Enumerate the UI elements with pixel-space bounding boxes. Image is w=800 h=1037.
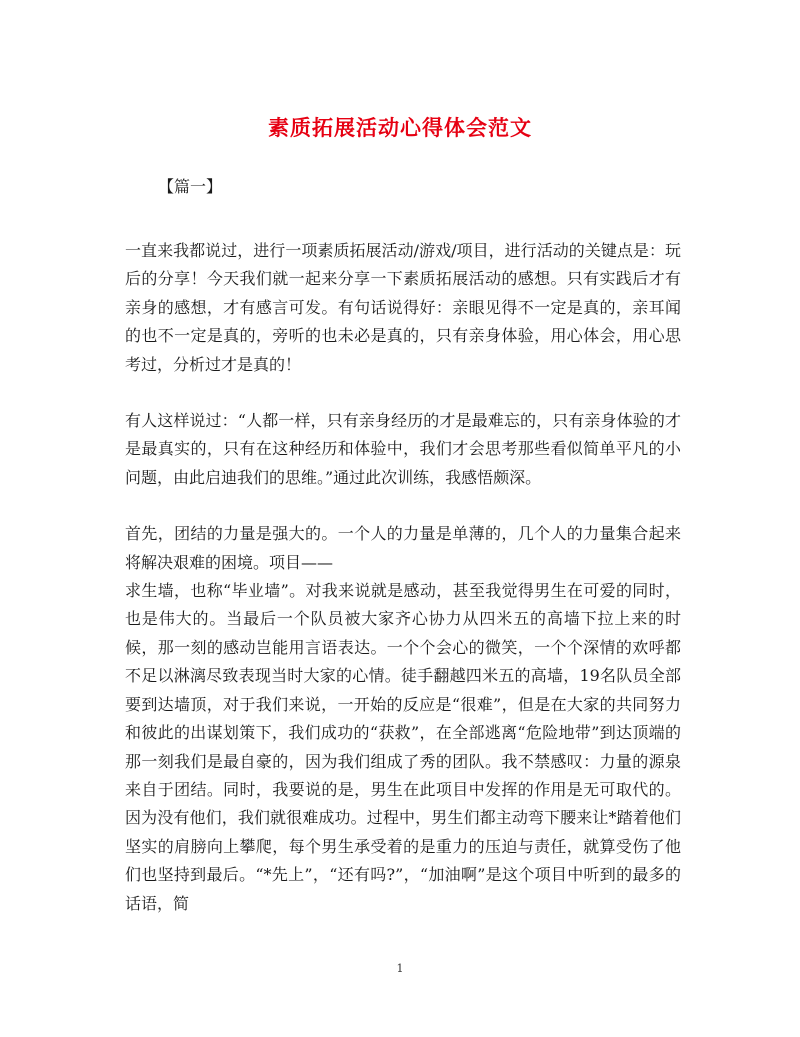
paragraph-teamwork: 首先，团结的力量是强大的。一个人的力量是单薄的，几个人的力量集合起来将解决艰难的困境。项目—— (125, 524, 681, 572)
document-body (125, 237, 681, 918)
paragraph-intro: 一直来我都说过，进行一项素质拓展活动/游戏/项目，进行活动的关键点是：玩后的分享！今天我们就一起来分享一下素质拓展活动的感想。只有实践后才有亲身的感想，才有感言可发。有句话说得好：亲眼见得不一定是真的，亲耳闻的也不一定是真的，旁听的也未必是真的，只有亲身体验，用心体会，用心思考过，分析过才是真的！ (125, 241, 681, 374)
document-title: 素质拓展活动心得体会范文 (268, 115, 532, 140)
page-number: 1 (396, 962, 404, 975)
section-label: 【篇一】 (158, 177, 223, 196)
paragraph-quote: 有人这样说过：“人都一样，只有亲身经历的才是最难忘的，只有亲身体验的才是最真实的，只有在这种经历和体验中，我们才会思考那些看似简单平凡的小问题，由此启迪我们的思维。”通过此次训练，我感悟颇深。 (125, 411, 681, 487)
paragraph-survival-wall: 求生墙，也称“毕业墙”。对我来说就是感动，甚至我觉得男生在可爱的同时，也是伟大的。当最后一个队员被大家齐心协力从四米五的高墙下拉上来的时候，那一刻的感动岂能用言语表达。一个个会心的微笑，一个个深情的欢呼都不足以淋漓尽致表现当时大家的心情。徒手翻越四米五的高墙，19名队员全部要到达墙顶，对于我们来说，一开始的反应是“很难”，但是在大家的共同努力和彼此的出谋划策下，我们成功的“获救”，在全部逃离“危险地带”到达顶端的那一刻我们是最自豪的，因为我们组成了秀的团队。我不禁感叹：力量的源泉来自于团结。同时，我要说的是，男生在此项目中发挥的作用是无可取代的。因为没有他们，我们就很难成功。过程中，男生们都主动弯下腰来让*踏着他们坚实的肩膀向上攀爬，每个男生承受着的是重力的压迫与责任，就算受伤了他们也坚持到最后。“*先上”，“还有吗?”，“加油啊”是这个项目中听到的最多的话语，简 (125, 581, 681, 913)
